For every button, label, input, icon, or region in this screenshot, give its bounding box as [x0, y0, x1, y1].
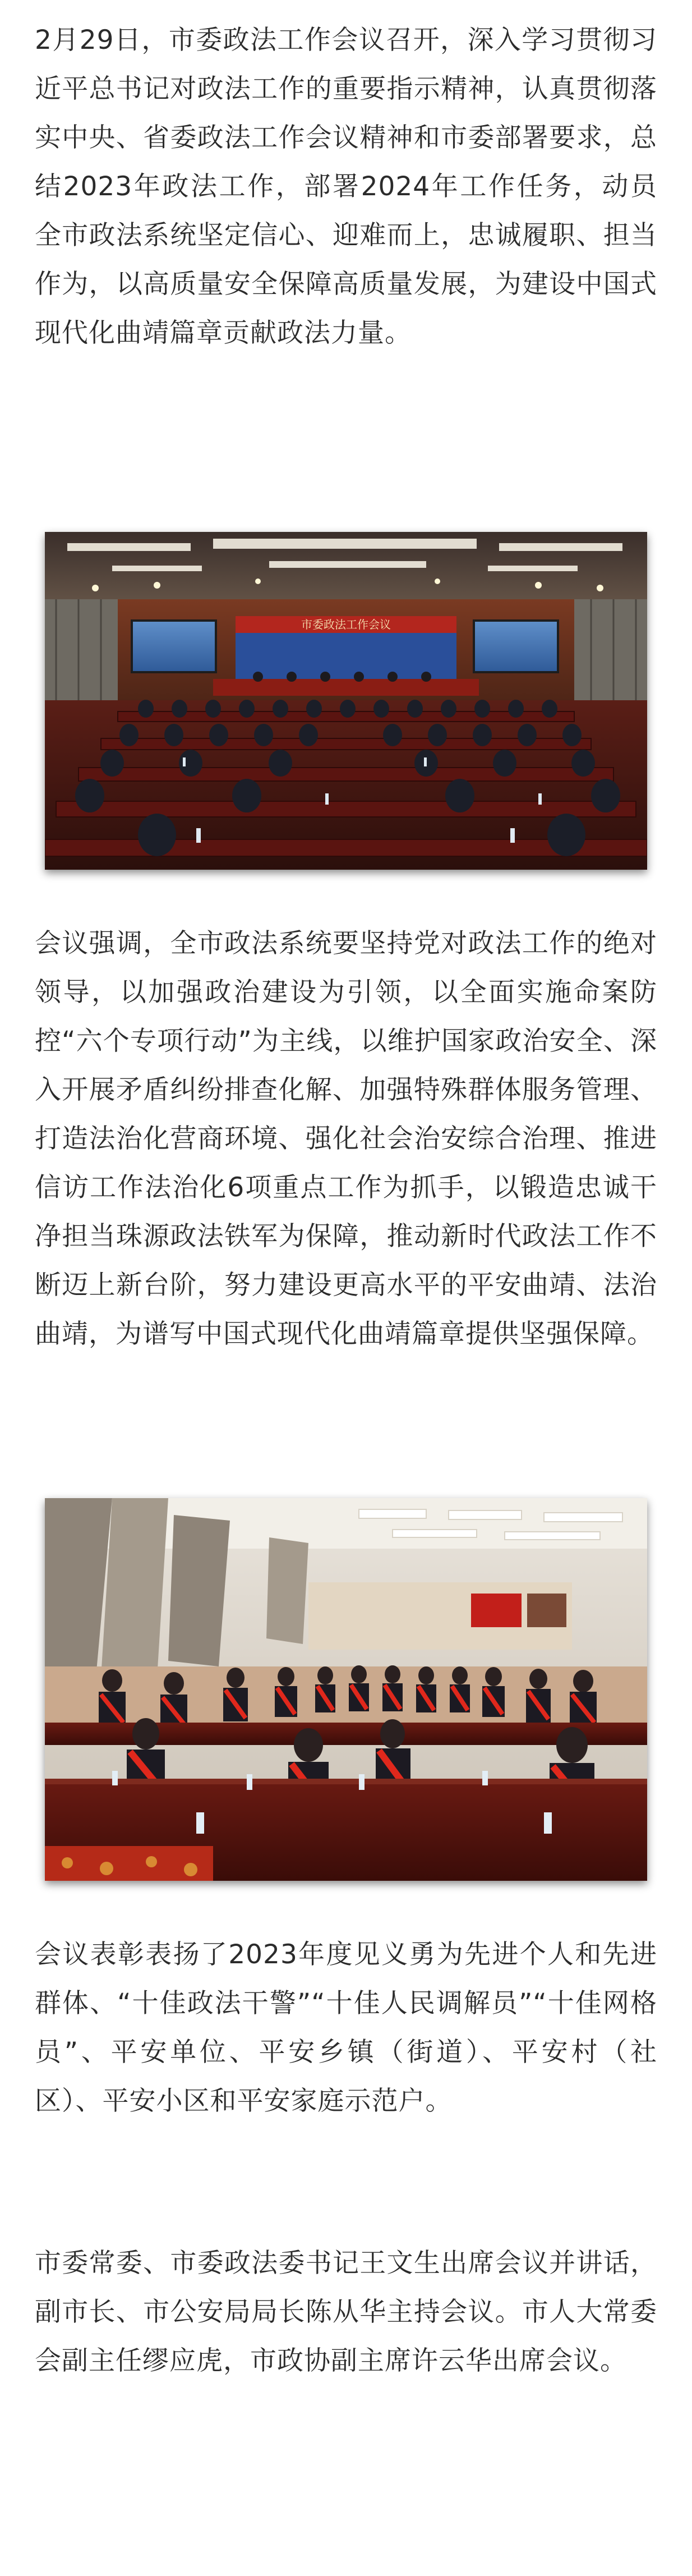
meeting-hall-photo: [45, 532, 647, 870]
paragraph-intro: 2月29日，市委政法工作会议召开，深入学习贯彻习近平总书记对政法工作的重要指示精神，认真贯彻落实中央、省委政法工作会议精神和市委部署要求，总结2023年政法工作，部署2024年工作任务，动员全市政法系统坚定信心、迎难而上，忠诚履职、担当作为，以高质量安全保障高质量发展，为建设中国式现代化曲靖篇章贡献政法力量。: [35, 25, 657, 348]
award-ceremony-photo: [45, 1498, 647, 1881]
meeting-hall-image: [45, 532, 647, 870]
paragraph-commendation: 会议表彰表扬了2023年度见义勇为先进个人和先进群体、“十佳政法干警”“十佳人民调解员”“十佳网格员”、平安单位、平安乡镇（街道）、平安村（社区）、平安小区和平安家庭示范户。: [35, 1939, 657, 2116]
paragraph-attendees: 市委常委、市委政法委书记王文生出席会议并讲话，副市长、市公安局局长陈从华主持会议。市人大常委会副主任缪应虎，市政协副主席许云华出席会议。: [35, 2248, 657, 2376]
award-ceremony-image: [45, 1498, 647, 1881]
paragraph-emphasis: 会议强调，全市政法系统要坚持党对政法工作的绝对领导，以加强政治建设为引领，以全面实施命案防控“六个专项行动”为主线，以维护国家政治安全、深入开展矛盾纠纷排查化解、加强特殊群体服务管理、打造法治化营商环境、强化社会治安综合治理、推进信访工作法治化6项重点工作为抓手，以锻造忠诚干净担当珠源政法铁军为保障，推动新时代政法工作不断迈上新台阶，努力建设更高水平的平安曲靖、法治曲靖，为谱写中国式现代化曲靖篇章提供坚强保障。: [35, 928, 657, 1349]
banner-text: 市委政法工作会议: [301, 618, 391, 631]
